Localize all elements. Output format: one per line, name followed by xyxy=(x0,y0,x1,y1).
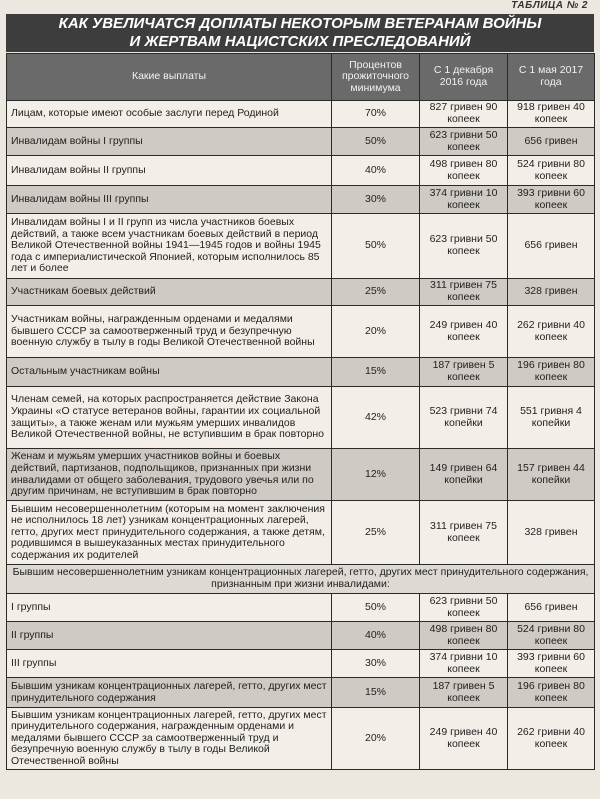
row-may-2017: 524 гривни 80 копеек xyxy=(508,622,595,650)
row-may-2017: 656 гривен xyxy=(508,128,595,156)
header-dec-2016: С 1 декабря 2016 года xyxy=(420,54,508,101)
row-percent: 50% xyxy=(332,214,420,279)
table-row xyxy=(7,501,595,565)
table-row xyxy=(7,449,595,501)
row-dec-2016: 374 гривни 10 копеек xyxy=(420,650,508,678)
header-may-2017: С 1 мая 2017 года xyxy=(508,54,595,101)
row-label: Инвалидам войны II группы xyxy=(7,156,332,186)
row-label: Бывшим узникам концентрационных лагерей, гетто, других мест принудительного содержания xyxy=(7,678,332,708)
row-label: III группы xyxy=(7,650,332,678)
row-label: Участникам боевых действий xyxy=(7,279,332,306)
title-banner xyxy=(6,14,594,52)
row-may-2017: 393 гривни 60 копеек xyxy=(508,186,595,214)
row-percent: 50% xyxy=(332,128,420,156)
row-percent: 40% xyxy=(332,622,420,650)
section-subheader: Бывшим несовершеннолетним узникам концентрационных лагерей, гетто, других мест принудительного содержания, признанным при жизни инвалидами: xyxy=(7,565,595,594)
row-dec-2016: 311 гривен 75 копеек xyxy=(420,279,508,306)
header-payments: Какие выплаты xyxy=(7,54,332,101)
row-may-2017: 328 гривен xyxy=(508,501,595,565)
table-row xyxy=(7,186,595,214)
table-row xyxy=(7,128,595,156)
title-line-2: И ЖЕРТВАМ НАЦИСТСКИХ ПРЕСЛЕДОВАНИЙ xyxy=(129,33,471,50)
row-label: Участникам войны, награжденным орденами и медалями бывшего СССР за самоотверженный труд и безупречную военную службу в тылу в годы Великой Отечественной войны xyxy=(7,306,332,358)
row-percent: 12% xyxy=(332,449,420,501)
row-dec-2016: 827 гривен 90 копеек xyxy=(420,101,508,128)
row-may-2017: 918 гривен 40 копеек xyxy=(508,101,595,128)
row-percent: 25% xyxy=(332,501,420,565)
row-dec-2016: 187 гривен 5 копеек xyxy=(420,678,508,708)
row-label: Женам и мужьям умерших участников войны и боевых действий, партизанов, подпольщиков, признанных при жизни инвалидами от общего заболевания, трудового увечья или по другим причинам, не вступившим в брак повторно xyxy=(7,449,332,501)
row-label: Бывшим узникам концентрационных лагерей, гетто, других мест принудительного содержания, награжденным орденами и медалями бывшего СССР за самоотверженный труд и безупречную военную службу в тылу в годы Великой Отечественной войны xyxy=(7,708,332,770)
row-percent: 40% xyxy=(332,156,420,186)
row-may-2017: 262 гривни 40 копеек xyxy=(508,306,595,358)
table-header-row xyxy=(7,54,595,101)
row-label: I группы xyxy=(7,594,332,622)
payments-table xyxy=(6,53,595,770)
row-dec-2016: 249 гривен 40 копеек xyxy=(420,708,508,770)
row-percent: 50% xyxy=(332,594,420,622)
row-may-2017: 328 гривен xyxy=(508,279,595,306)
table-row xyxy=(7,279,595,306)
row-dec-2016: 623 гривни 50 копеек xyxy=(420,128,508,156)
table-row xyxy=(7,156,595,186)
row-percent: 70% xyxy=(332,101,420,128)
row-percent: 20% xyxy=(332,708,420,770)
row-may-2017: 196 гривен 80 копеек xyxy=(508,358,595,387)
row-label: Остальным участникам войны xyxy=(7,358,332,387)
row-dec-2016: 149 гривен 64 копейки xyxy=(420,449,508,501)
table-row xyxy=(7,678,595,708)
row-may-2017: 551 гривня 4 копейки xyxy=(508,387,595,449)
table-row xyxy=(7,101,595,128)
table-row xyxy=(7,594,595,622)
row-dec-2016: 374 гривни 10 копеек xyxy=(420,186,508,214)
row-percent: 15% xyxy=(332,358,420,387)
row-percent: 30% xyxy=(332,186,420,214)
row-percent: 30% xyxy=(332,650,420,678)
table-row xyxy=(7,358,595,387)
row-dec-2016: 249 гривен 40 копеек xyxy=(420,306,508,358)
table-row xyxy=(7,306,595,358)
row-may-2017: 157 гривен 44 копейки xyxy=(508,449,595,501)
row-may-2017: 196 гривен 80 копеек xyxy=(508,678,595,708)
header-percent: Процентов прожиточного минимума xyxy=(332,54,420,101)
row-may-2017: 656 гривен xyxy=(508,594,595,622)
row-percent: 42% xyxy=(332,387,420,449)
row-percent: 15% xyxy=(332,678,420,708)
subheader-row xyxy=(7,565,595,594)
table-row xyxy=(7,708,595,770)
table-number-label: ТАБЛИЦА № 2 xyxy=(511,0,588,11)
row-dec-2016: 523 гривни 74 копейки xyxy=(420,387,508,449)
row-may-2017: 393 гривни 60 копеек xyxy=(508,650,595,678)
row-label: II группы xyxy=(7,622,332,650)
row-percent: 25% xyxy=(332,279,420,306)
row-dec-2016: 187 гривен 5 копеек xyxy=(420,358,508,387)
row-label: Инвалидам войны I и II групп из числа участников боевых действий, а также всем участникам боевых действий в период Великой Отечественной войны 1941—1945 годов и войны 1945 года с империалистической Японией, которым исполнилось 85 лет и более xyxy=(7,214,332,279)
row-may-2017: 262 гривни 40 копеек xyxy=(508,708,595,770)
title-line-1: КАК УВЕЛИЧАТСЯ ДОПЛАТЫ НЕКОТОРЫМ ВЕТЕРАНАМ ВОЙНЫ xyxy=(58,15,542,32)
row-dec-2016: 311 гривен 75 копеек xyxy=(420,501,508,565)
row-dec-2016: 623 гривни 50 копеек xyxy=(420,594,508,622)
row-label: Инвалидам войны I группы xyxy=(7,128,332,156)
row-label: Бывшим несовершеннолетним (которым на момент заключения не исполнилось 18 лет) узникам концентрационных лагерей, гетто, других мест принудительного содержания, а также детям, родившимся в вышеуказанных местах принудительного содержания их родителей xyxy=(7,501,332,565)
table-row xyxy=(7,214,595,279)
row-dec-2016: 498 гривен 80 копеек xyxy=(420,622,508,650)
table-row xyxy=(7,622,595,650)
row-dec-2016: 498 гривен 80 копеек xyxy=(420,156,508,186)
row-may-2017: 656 гривен xyxy=(508,214,595,279)
row-dec-2016: 623 гривни 50 копеек xyxy=(420,214,508,279)
table-row xyxy=(7,387,595,449)
table-row xyxy=(7,650,595,678)
row-may-2017: 524 гривни 80 копеек xyxy=(508,156,595,186)
row-label: Членам семей, на которых распространяется действие Закона Украины «О статусе ветеранов войны, гарантии их социальной защиты», а также женам или мужьям умерших инвалидов Великой Отечественной войны, не вступившим в брак повторно xyxy=(7,387,332,449)
row-percent: 20% xyxy=(332,306,420,358)
row-label: Лицам, которые имеют особые заслуги перед Родиной xyxy=(7,101,332,128)
row-label: Инвалидам войны III группы xyxy=(7,186,332,214)
